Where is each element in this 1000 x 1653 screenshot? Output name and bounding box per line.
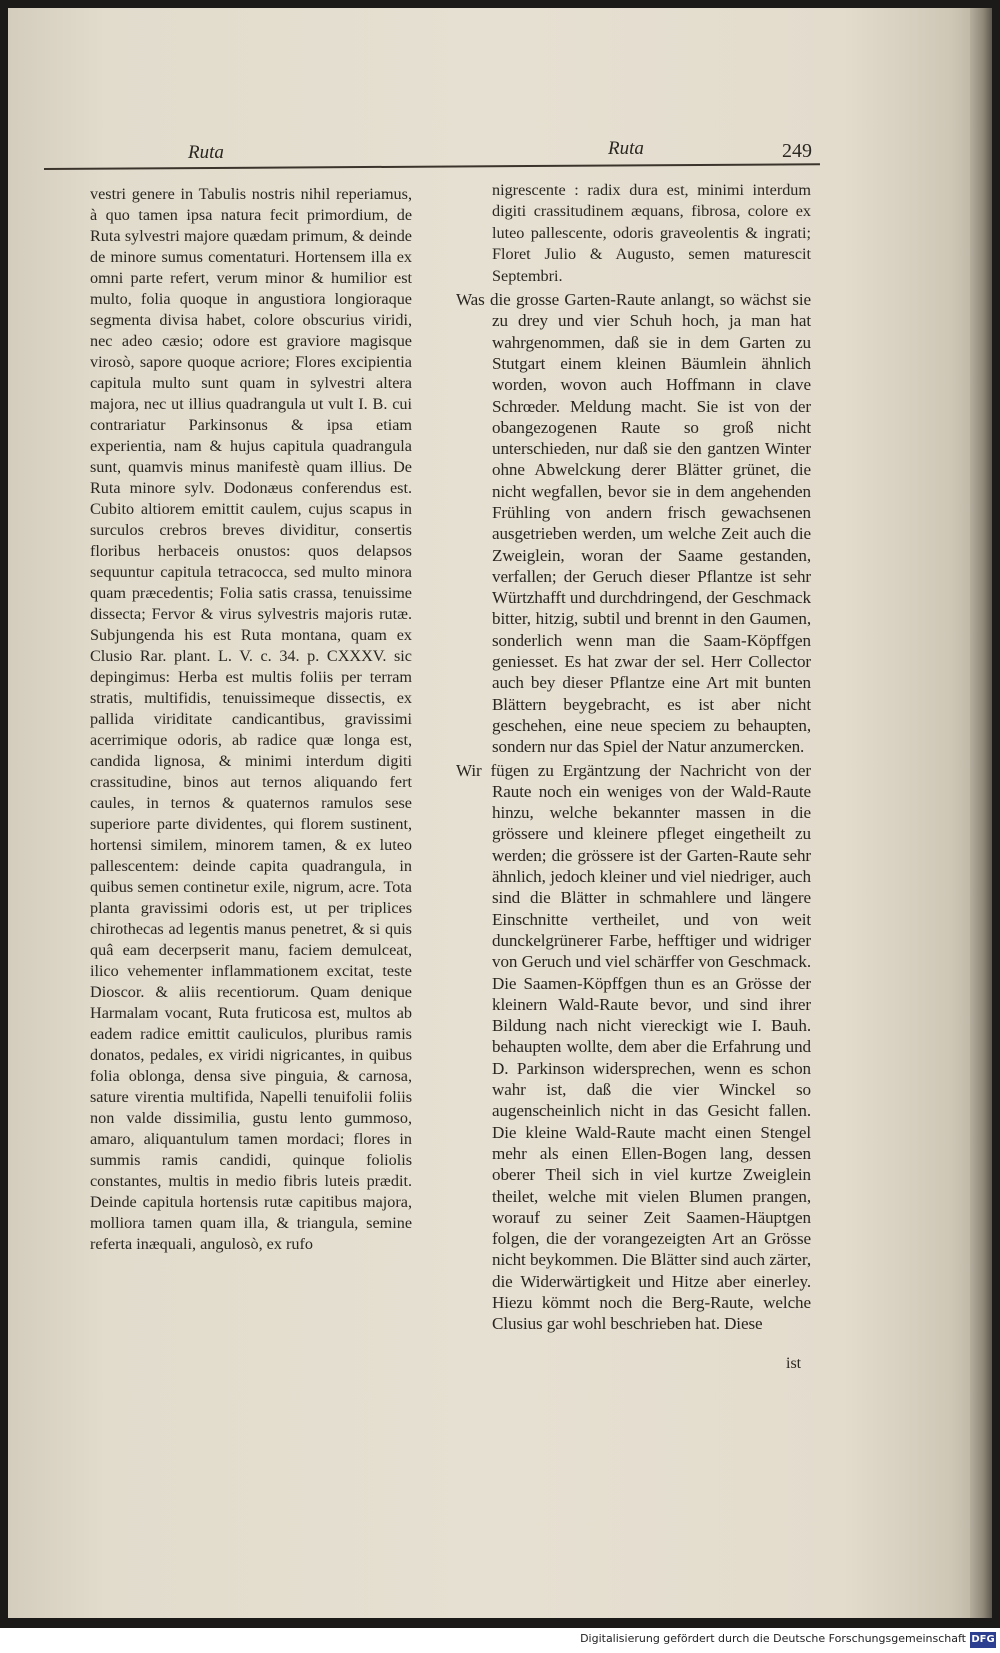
left-column xyxy=(90,184,412,1255)
footer-credit: Digitalisierung gefördert durch die Deutsche Forschungsgemeinschaft xyxy=(580,1632,966,1645)
right-column xyxy=(456,180,811,1335)
page-edge-shadow xyxy=(970,8,992,1618)
page-number: 249 xyxy=(782,140,812,162)
footer-bar xyxy=(0,1628,1000,1653)
german-paragraph-garden-rue: Was die grosse Garten-Raute anlangt, so wächst sie zu drey und vier Schuh hoch, ja man hat wahrgenommen, daß sie in dem Garten zu Stutgart einem kleinen Bäumlein ähnlich worden, wovon auch Hoffmann in clave Schrœder. Meldung macht. Sie ist von der obangezogenen Raute so groß nicht unterschieden, nur daß sie den gantzen Winter ohne Abwelckung derer Blätter grünet, die nicht wegfallen, bevor sie in dem angehenden Frühling von andern frisch gewachsenen ausgetrieben werden, um welche Zeit auch die Zweiglein, woran der Saame gestanden, verfallen; der Geruch dieser Pflantze ist sehr Würtzhafft und durchdringend, der Geschmack bitter, hitzig, subtil und brennt in den Gaumen, sonderlich wenn man die Saam-Köpffgen geniesset. Es hat zwar der sel. Herr Collector auch bey dieser Pflantze eine Art mit bunten Blättern beygebracht, es ist aber nicht geschehen, eine neue speciem zu behaupten, sondern nur das Spiel der Natur anzumercken. xyxy=(456,290,811,757)
latin-text-left: vestri genere in Tabulis nostris nihil reperiamus, à quo tamen ipsa natura fecit primordium, de Ruta sylvestri majore quædam primum, & deinde de minore sumus comentaturi. Hortensem illa ex omni parte refert, verum minor & humilior est multo, folia quoque in angustiora longioraque segmenta divisa habet, colore obscurius viridi, nec adeo cæsio; odore est graviore magisque virosò, sapore quoque acriore; Flores excipientia capitula multo sunt quam in sylvestri altera majora, nec ut illius quadrangula ut vult I. B. cui contrariatur Parkinsonus & ipsa etiam experientia, nam & hujus capitula quadrangula sunt, quamvis minus manifestè quam illius. De Ruta minore sylv. Dodonæus conferendus est. Cubito altiorem emittit caulem, cujus scapus in surculos crebros breves dividitur, consertis floribus herbaceis onustos: quos delapsos sequuntur capitula tetracocca, sed multo minora quam præcedentis; Folia satis crassa, tenuissime dissecta; Fervor & virus sylvestris majoris rutæ. Subjungenda his est Ruta montana, quam ex Clusio Rar. plant. L. V. c. 34. p. CXXXV. sic depingimus: Herba est multis foliis per terram stratis, multifidis, tenuissimeque dissectis, ex pallida viriditate candicantibus, gravissimi acerrimique odoris, ab radice quæ longa est, candida lignosa, & minimi interdum digiti crassitudine, binos aut ternos aliquando fert caules, in ternos & quaternos ramulos sese superiore parte dividentes, qui florem sustinent, hortensi similem, minorem tamen, & ex luteo pallescentem: deinde capita quadrangula, in quibus semen continetur exile, nigrum, acre. Tota planta gravissimi odoris est, ut per triplices chirothecas ad legentis manus penetret, & si quis quâ eam decerpserit manu, faciem demulceat, ilico vehementer inflammationem excitat, teste Dioscor. & aliis recentiorum. Quam denique Harmalam vocant, Ruta fruticosa est, multos ab eadem radice emittit cauliculos, pluribus ramis donatos, pedales, ex viridi nigricantes, in quibus folia oblonga, densa sive pinguia, & carnosa, sature virentia multifida, Napelli tenuifolii foliis non valde dissimilia, gustu lento gummoso, amaro, aliquantulum tamen mordaci; flores in summis ramis candidi, quinque foliolis constantes, multis in medio fibris luteis prædit. Deinde capitula hortensis rutæ capitibus majora, molliora tamen quam illa, & triangula, semine referta inæquali, angulosò, ex rufo xyxy=(90,185,412,1253)
dfg-logo: DFG xyxy=(970,1632,996,1648)
running-head-center: Ruta xyxy=(608,138,644,159)
catchword: ist xyxy=(786,1355,802,1372)
running-head-left: Ruta xyxy=(188,142,224,163)
latin-text-right: nigrescente : radix dura est, minimi interdum digiti crassitudinem æquans, fibrosa, colore ex luteo pallescente, odoris graveolentis & ingrati; Floret Julio & Augusto, semen maturescit Septembri. xyxy=(492,181,811,285)
german-paragraph-wild-rue: Wir fügen zu Ergäntzung der Nachricht von der Raute noch ein weniges von der Wald-Raute hinzu, welche bekannter massen in die grössere und kleinere pfleget eingetheilt zu werden; die grössere ist der Garten-Raute sehr ähnlich, jedoch kleiner und viel niedriger, auch sind die Blätter in schmahlere und längere Einschnitte vertheilet, und von weit dunckelgrünerer Farbe, hefftiger und widriger von Geruch und viel schärffer von Geschmack. Die Saamen-Köpffgen thun es an Grösse der kleinern Wald-Raute bevor, und sind ihrer Bildung nach nicht viereckigt wie I. Bauh. behaupten wollte, dem aber die Erfahrung und D. Parkinson widersprechen, wenn es schon wahr ist, daß die vier Winckel so augenscheinlich nicht in das Gesicht fallen. Die kleine Wald-Raute macht einen Stengel mehr als einen Ellen-Bogen lang, dessen oberer Theil sich in viel kurtze Zweiglein theilet, welche mit vielen Blumen prangen, worauf zu seiner Zeit Saamen-Häuptgen folgen, die der vorangezeigten Art an Grösse nicht beykommen. Die Blätter sind auch zärter, die Widerwärtigkeit und Hitze aber einerley. Hiezu kömmt noch die Berg-Raute, welche Clusius gar wohl beschrieben hat. Diese xyxy=(456,760,811,1334)
